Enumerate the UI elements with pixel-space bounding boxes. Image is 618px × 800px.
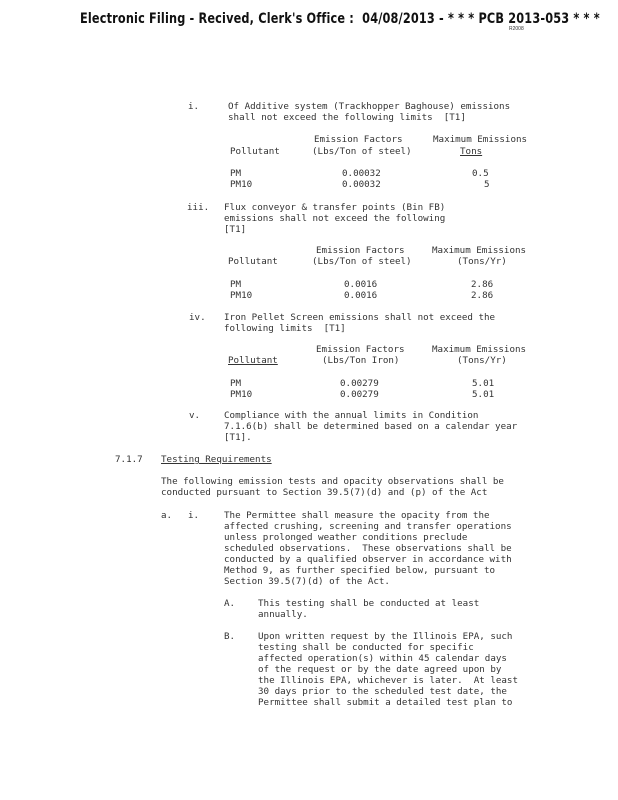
item-marker: iv.: [189, 312, 206, 323]
section-heading: Testing Requirements: [161, 454, 272, 465]
paragraph-line: affected operation(s) within 45 calendar days: [258, 653, 507, 664]
column-header: Maximum Emissions: [432, 245, 527, 256]
column-header: (Tons/Yr): [457, 256, 507, 267]
paragraph-line: conducted pursuant to Section 39.5(7)(d) and (p) of the Act: [161, 487, 488, 498]
column-header: Maximum Emissions: [433, 134, 528, 145]
paragraph-line: the Illinois EPA, whichever is later. At least: [258, 675, 518, 686]
item-marker: i.: [188, 510, 200, 521]
item-marker: B.: [224, 631, 236, 642]
paragraph-line: affected crushing, screening and transfer operations: [224, 521, 512, 532]
column-header: Pollutant: [228, 256, 278, 267]
table-cell: PM10: [230, 290, 253, 301]
column-header: (Tons/Yr): [457, 355, 507, 366]
paragraph-line: emissions shall not exceed the following: [224, 213, 446, 224]
table-cell: 0.0016: [344, 279, 378, 290]
paragraph-line: following limits [T1]: [224, 323, 346, 334]
table-cell: PM: [230, 378, 242, 389]
column-header: (Lbs/Ton of steel): [312, 256, 412, 267]
paragraph-line: [T1].: [224, 432, 252, 443]
paragraph-line: of the request or by the date agreed upon by: [258, 664, 502, 675]
paragraph-line: annually.: [258, 609, 308, 620]
item-marker: v.: [189, 410, 201, 421]
table-cell: PM10: [230, 179, 253, 190]
filing-stamp: Electronic Filing - Recived, Clerk's Office : 04/08/2013 - * * * PCB 2013-053 * * *: [80, 11, 600, 27]
column-header: (Lbs/Ton Iron): [322, 355, 400, 366]
paragraph-line: conducted by a qualified observer in accordance with: [224, 554, 512, 565]
table-cell: 5: [484, 179, 490, 190]
table-cell: 0.00279: [340, 389, 379, 400]
column-header: Maximum Emissions: [432, 344, 527, 355]
paragraph-line: 30 days prior to the scheduled test date, the: [258, 686, 507, 697]
column-header: Pollutant: [230, 146, 280, 157]
paragraph-line: scheduled observations. These observations shall be: [224, 543, 512, 554]
column-header: Pollutant: [228, 355, 278, 366]
paragraph-line: unless prolonged weather conditions preclude: [224, 532, 468, 543]
table-cell: PM10: [230, 389, 253, 400]
section-number: 7.1.7: [115, 454, 143, 465]
table-cell: 0.00032: [342, 179, 381, 190]
column-header: (Lbs/Ton of steel): [312, 146, 412, 157]
table-cell: PM: [230, 279, 242, 290]
item-marker: A.: [224, 598, 236, 609]
filing-stamp-code: R2008: [509, 26, 524, 32]
paragraph-line: This testing shall be conducted at least: [258, 598, 480, 609]
table-cell: 0.00279: [340, 378, 379, 389]
paragraph-line: 7.1.6(b) shall be determined based on a calendar year: [224, 421, 518, 432]
paragraph-line: Flux conveyor & transfer points (Bin FB): [224, 202, 446, 213]
column-header: Emission Factors: [314, 134, 403, 145]
item-marker: i.: [188, 101, 200, 112]
paragraph-line: Upon written request by the Illinois EPA, such: [258, 631, 513, 642]
paragraph-line: The following emission tests and opacity observations shall be: [161, 476, 504, 487]
paragraph-line: shall not exceed the following limits [T1]: [228, 112, 466, 123]
paragraph-line: testing shall be conducted for specific: [258, 642, 474, 653]
paragraph-line: Method 9, as further specified below, pursuant to: [224, 565, 496, 576]
item-marker: iii.: [187, 202, 210, 213]
paragraph-line: Iron Pellet Screen emissions shall not exceed the: [224, 312, 496, 323]
column-header: Tons: [460, 146, 483, 157]
table-cell: 0.00032: [342, 168, 381, 179]
table-cell: 5.01: [472, 378, 495, 389]
table-cell: 2.86: [471, 290, 494, 301]
table-cell: 5.01: [472, 389, 495, 400]
item-marker: a.: [161, 510, 173, 521]
table-cell: 0.5: [472, 168, 489, 179]
paragraph-line: Compliance with the annual limits in Condition: [224, 410, 479, 421]
paragraph-line: Of Additive system (Trackhopper Baghouse) emissions: [228, 101, 511, 112]
table-cell: 2.86: [471, 279, 494, 290]
table-cell: 0.0016: [344, 290, 378, 301]
paragraph-line: [T1]: [224, 224, 247, 235]
table-cell: PM: [230, 168, 242, 179]
paragraph-line: Section 39.5(7)(d) of the Act.: [224, 576, 390, 587]
paragraph-line: Permittee shall submit a detailed test plan to: [258, 697, 513, 708]
column-header: Emission Factors: [316, 344, 405, 355]
column-header: Emission Factors: [316, 245, 405, 256]
paragraph-line: The Permittee shall measure the opacity from the: [224, 510, 490, 521]
